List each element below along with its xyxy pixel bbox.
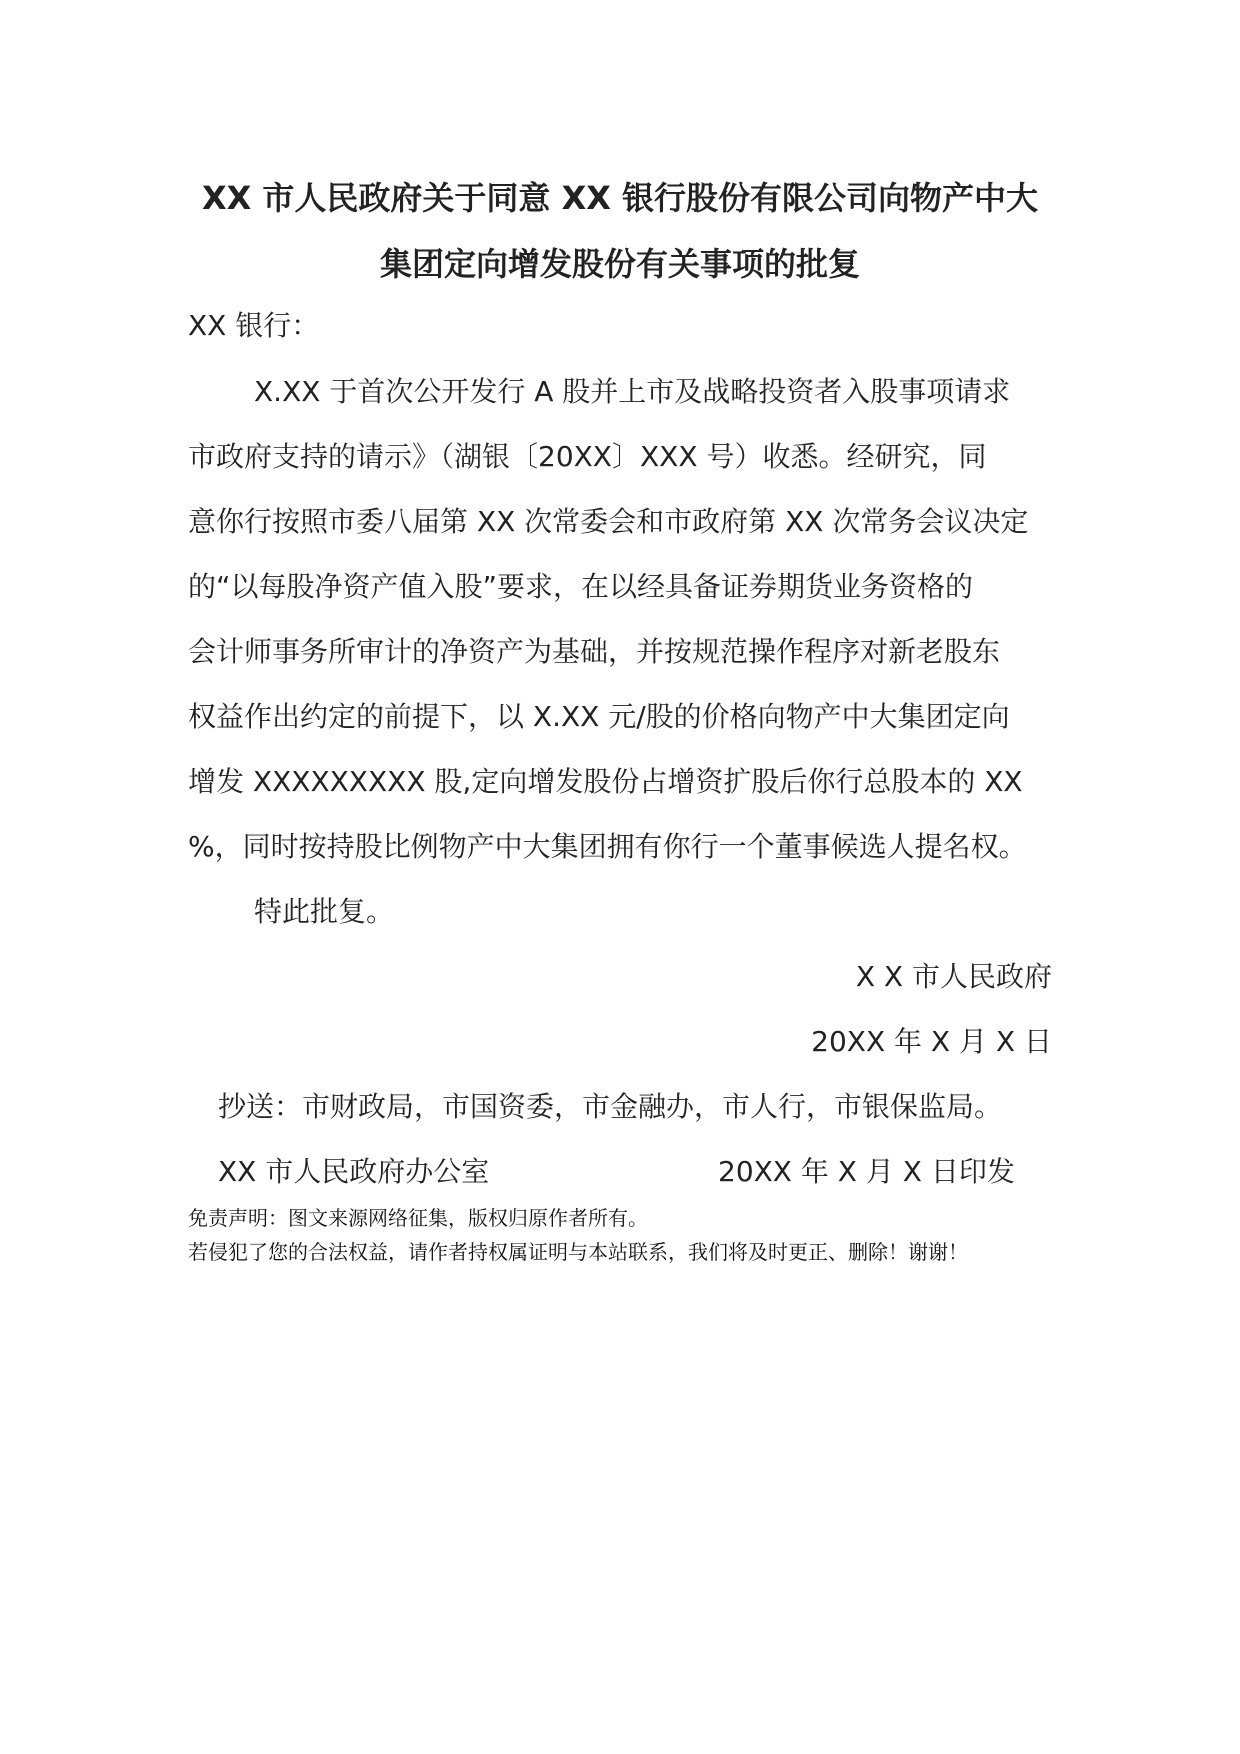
- document-title-line-2: 集团定向增发股份有关事项的批复: [379, 245, 860, 283]
- body-line: 增发 XXXXXXXXX 股,定向增发股份占增资扩股后你行总股本的 XX: [188, 765, 1023, 798]
- body-line: 市政府支持的请示》（湖银〔20XX〕XXX 号）收悉。经研究，同: [188, 440, 987, 473]
- closing-text: 特此批复。: [254, 895, 395, 928]
- body-line: 会计师事务所审计的净资产为基础，并按规范操作程序对新老股东: [188, 635, 1001, 668]
- issuing-office: XX 市人民政府办公室: [218, 1155, 490, 1188]
- body-line: 权益作出约定的前提下，以 X.XX 元/股的价格向物产中大集团定向: [188, 700, 1010, 733]
- print-date: 20XX 年 X 月 X 日印发: [718, 1155, 1015, 1188]
- disclaimer-line-1: 免责声明：图文来源网络征集，版权归原作者所有。: [188, 1206, 648, 1230]
- body-line: %，同时按持股比例物产中大集团拥有你行一个董事候选人提名权。: [188, 830, 1027, 863]
- signature-organization: X X 市人民政府: [855, 960, 1052, 993]
- body-line: X.XX 于首次公开发行 A 股并上市及战略投资者入股事项请求: [254, 375, 1011, 408]
- body-line: 的“以每股净资产值入股”要求，在以经具备证券期货业务资格的: [188, 570, 974, 603]
- body-line: 意你行按照市委八届第 XX 次常委会和市政府第 XX 次常务会议决定: [188, 505, 1029, 538]
- document-title-line-1: XX 市人民政府关于同意 XX 银行股份有限公司向物产中大: [201, 179, 1039, 217]
- disclaimer-line-2: 若侵犯了您的合法权益，请作者持权属证明与本站联系，我们将及时更正、删除！谢谢！: [188, 1240, 968, 1264]
- salutation: XX 银行：: [188, 309, 320, 342]
- signature-date: 20XX 年 X 月 X 日: [811, 1025, 1052, 1058]
- cc-list: 抄送：市财政局，市国资委，市金融办，市人行，市银保监局。: [218, 1090, 1003, 1123]
